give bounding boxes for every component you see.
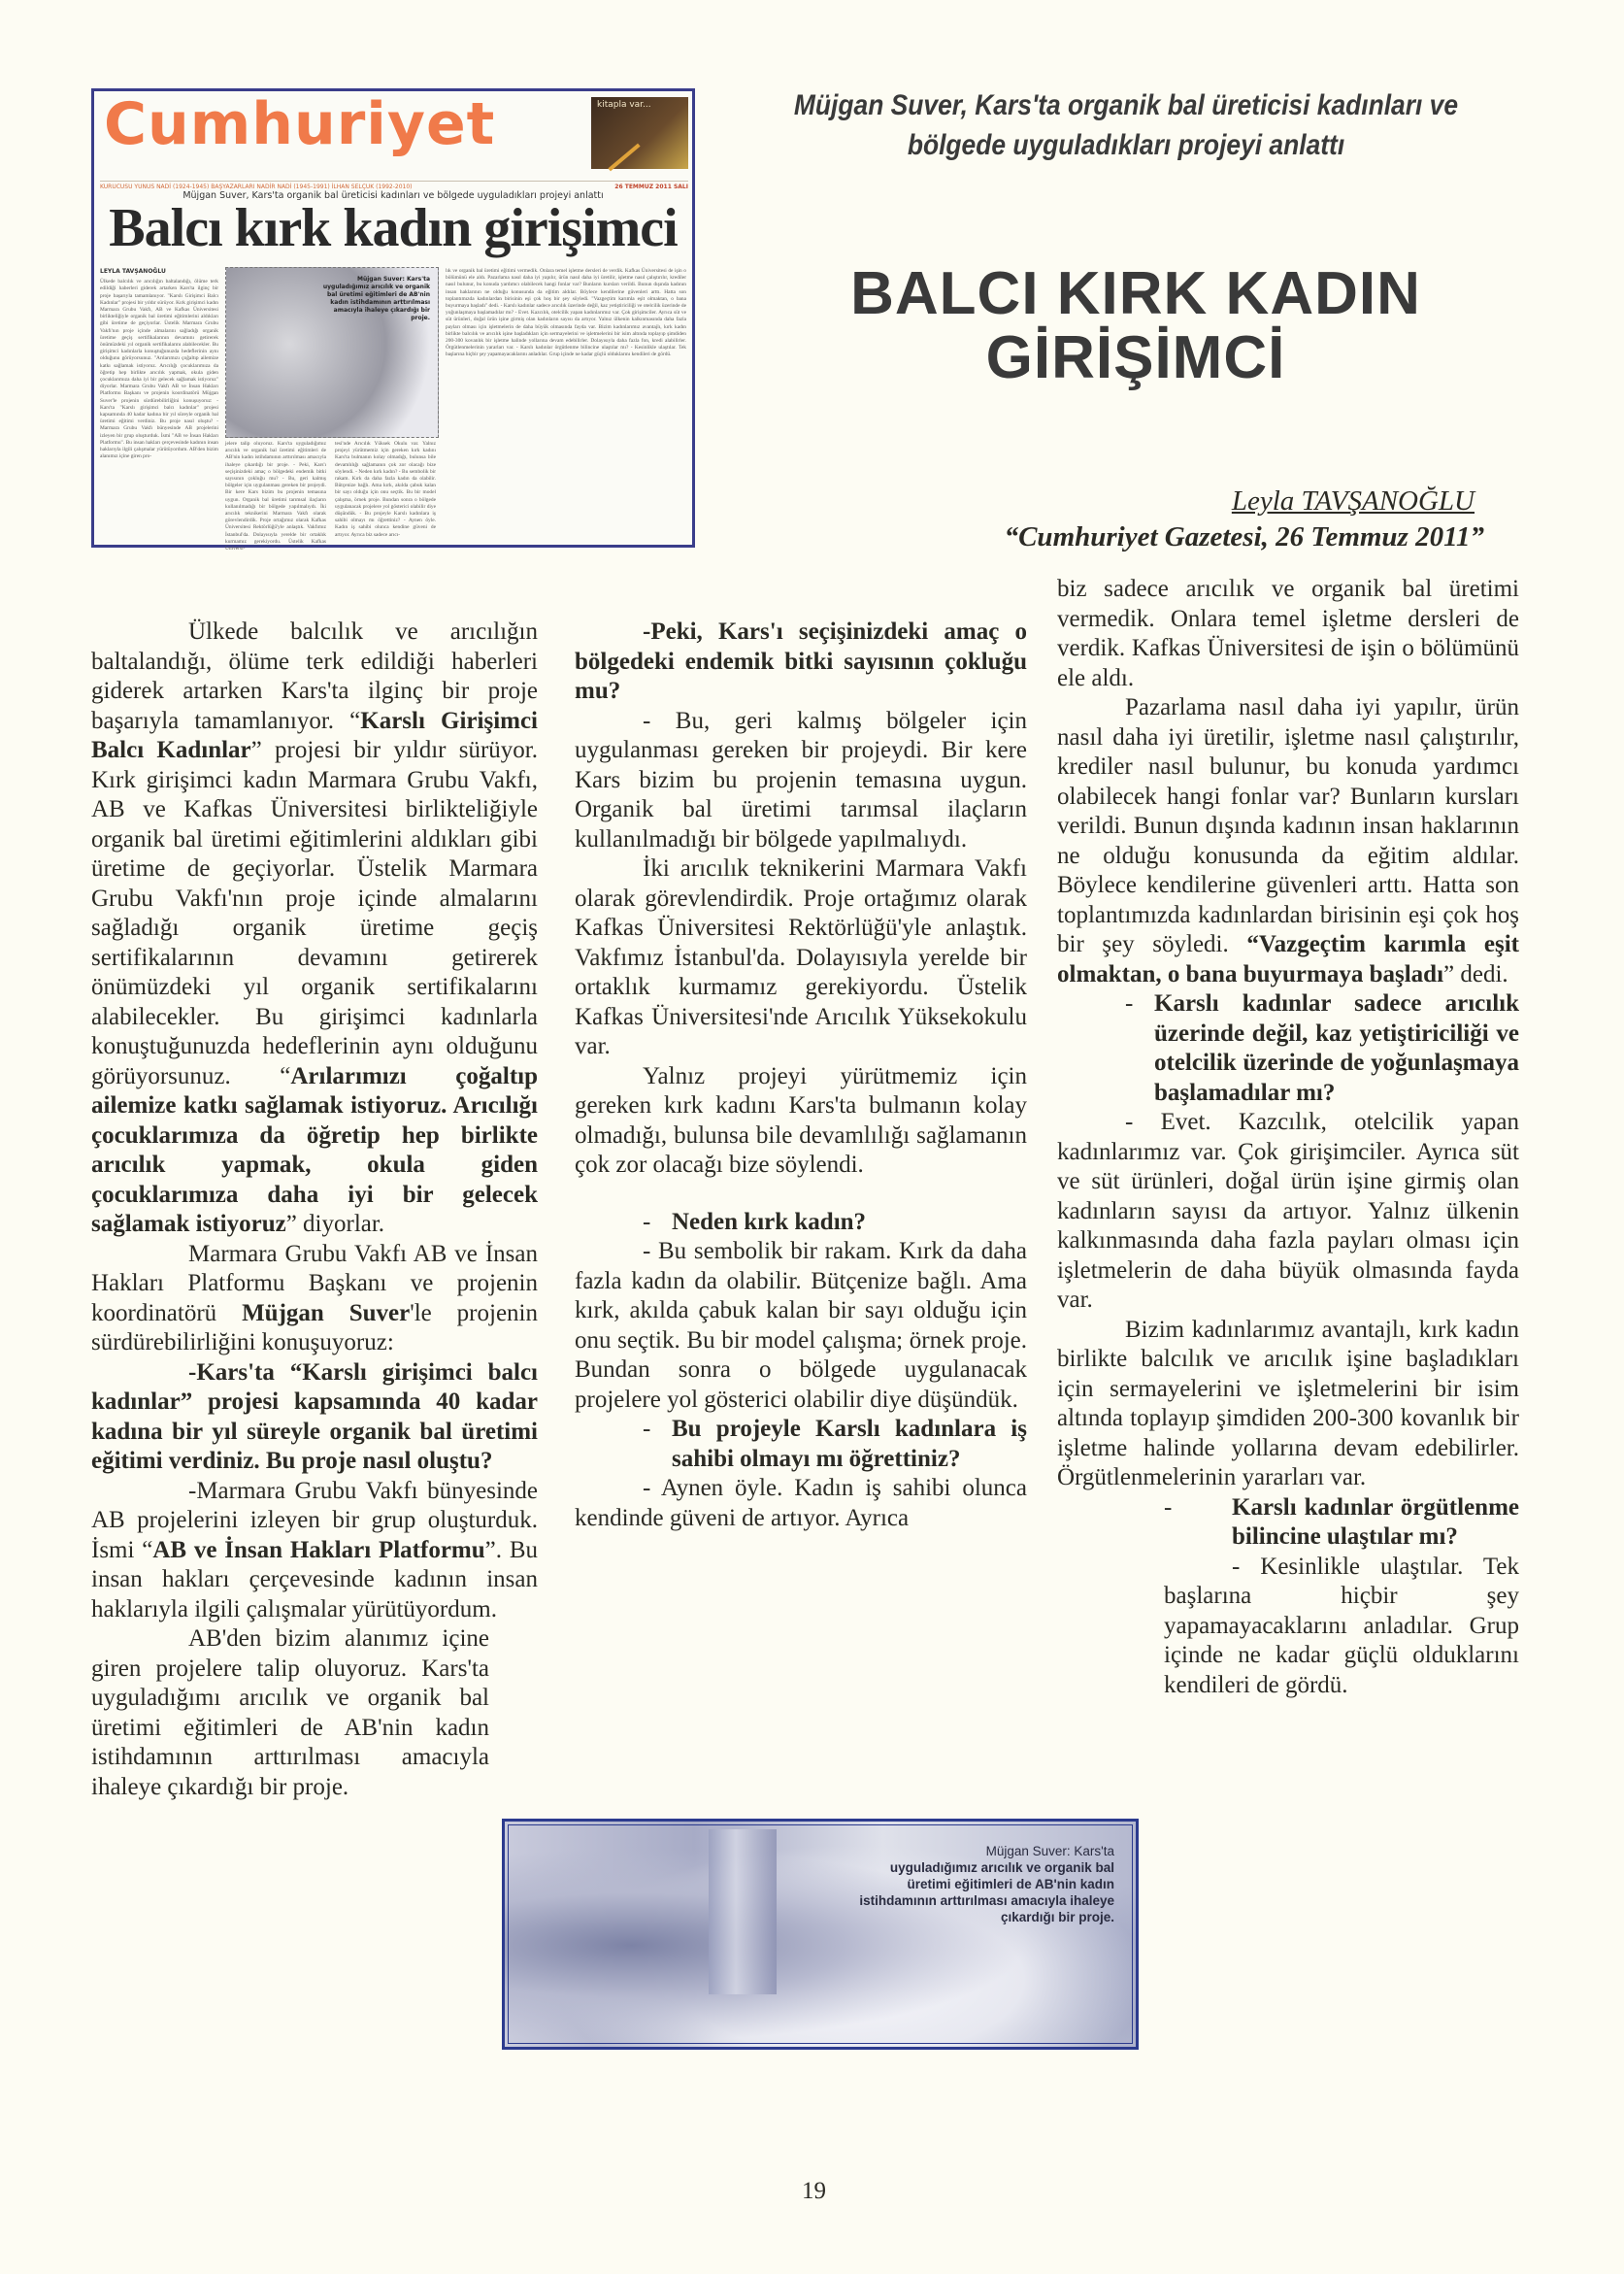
project-name: Karslı Girişimci Balcı Kadınlar: [91, 707, 539, 763]
dash-bullet: -: [643, 1208, 651, 1235]
clipping-column-3: [335, 441, 436, 542]
clipping-column-2: [225, 441, 326, 552]
question: [575, 1415, 1027, 1474]
title-line-1: BALCI KIRK KADIN: [850, 260, 1421, 327]
author-name: Leyla TAVŞANOĞLU: [1231, 485, 1475, 517]
answer-continued: biz sadece arıcılık ve organik bal üretimi vermedik. Onlara temel işletme dersleri de verdik. Kafkas Üniversitesi de işin o bölümünü ele aldı.: [1057, 576, 1519, 691]
caption-text: uyguladığımız arıcılık ve organik bal üretimi eğitimleri de AB'nin kadın istihdamının arttırılması amacıyla ihaleye çıkardığı bir proje.: [859, 1860, 1114, 1924]
bookshelf-image: [709, 1829, 777, 1994]
clipping-masthead: [100, 181, 688, 190]
answer: - Bu sembolik bir rakam. Kırk da daha fazla kadın da olabilir. Bütçenize bağlı. Ama kırk, akılda çabuk kalan bir sayı olduğu için onu seçtik. Bu bir model çalışma; örnek proje. Bundan sonra o bölgede uygulanacak projelere yol gösterici olabilir diye düşündük.: [575, 1238, 1027, 1413]
paragraph: [91, 1240, 538, 1358]
text-run: ” projesi bir yıldır sürüyor. Kırk girişimci kadın Marmara Grubu Vakfı, AB ve Kafkas Üniversitesi birlikteliğiyle organik bal üretimi eğitimlerini aldıkları gibi üretime de geçiyorlar. Üstelik Marmara Grubu Vakfı'nın proje içinde almalarını sağladığı organik üretime geçiş sertifikalarının devamını getirerek önümüzdeki yıl organik sertifikalarını alabilecekler. Bu girişimci kadınlarla konuştuğunuzda hedeflerinin aynı olduğunu görüyorsunuz. “: [91, 737, 539, 1089]
caption-name: Müjgan Suver: Kars'ta: [985, 1844, 1114, 1858]
page-number: 19: [802, 2178, 826, 2204]
clipping-photo-caption: Müjgan Suver: Kars'ta uyguladığımız arıcılık ve organik bal üretimi eğitimleri de AB'nin kadın istihdamının arttırılması amacıyla ihaleye çıkardığı bir proje.: [322, 276, 430, 321]
book-ad-image: [591, 97, 688, 169]
text-run: Marmara Grubu Vakfı AB ve İnsan Hakları Platformu Başkanı ve projenin koordinatörü: [91, 1240, 538, 1326]
paragraph: Bizim kadınlarımız avantajlı, kırk kadın birlikte balcılık ve arıcılık işine başladıkları için sermayelerini ve işletmelerini bir isim altında toplayıp şimdiden 200-300 kovanlık bir işletme halinde yollarına devam edebilirler. Örgütlenmelerinin yararları var.: [1057, 1316, 1519, 1490]
clipping-date: 26 TEMMUZ 2011 SALI: [614, 184, 688, 190]
clipping-col3-text: tesi'nde Arıcılık Yüksek Okulu var. Yalnız projeyi yürütmemiz için gereken kırk kadını Kars'ta bulmanın kolay olmadığı, bulunsa bile devamlılığı sağlamanın çok zor olacağı bize söylendi. - Neden kırk kadın? - Bu sembolik bir rakam. Kırk da daha fazla kadın da olabilir. Bütçenize bağlı. Ama kırk, akılda çabuk kalan bir sayı olduğu için onu seçtik. Bu bir model çalışma, örnek proje. Bundan sonra o bölgede uygulanacak projelere yol gösterici olabilir diye düşündük. - Bu projeyle Karslı kadınlara iş sahibi olmayı mı öğrettiniz? - Aynen öyle. Kadın iş sahibi olunca kendine güveni de artıyor. Ayrıca biz sadece arıcı-: [335, 441, 436, 538]
paragraph: İki arıcılık teknikerini Marmara Vakfı olarak görevlendirdik. Proje ortağımız olarak Kafkas Üniversitesi Rektörlüğü'yle anlaştık. Vakfımız İstanbul'da. Dolayısıyla yerelde bir ortaklık kurmamız gerekiyordu. Üstelik Kafkas Üniversitesi'nde Arıcılık Yüksekokulu var.: [575, 855, 1027, 1059]
clipping-col1-text: Ülkede balcılık ve arıcılığın baltalandığı, ölüme terk edildiği haberleri giderek artarken Kars'ta ilginç bir proje başarıyla tamamlanıyor. "Karslı Girişimci Balcı Kadınlar" projesi bir yıldır sürüyor. Kırk girişimci kadın Marmara Grubu Vakfı, AB ve Kafkas Üniversitesi birlikteliğiyle organik bal üretimi eğitimlerini aldıkları gibi üretime de geçiyorlar. Üstelik Marmara Grubu Vakfı'nın proje içinde almalarını sağladığı organik üretime geçiş sertifikalarının devamını getirerek önümüzdeki yıl organik sertifikalarını alabilecekler. Bu girişimci kadınlarla konuştuğunuzda hedeflerinin aynı olduğunu görüyorsunuz. "Arılarımızı çoğaltıp ailemize katkı sağlamak istiyoruz. Arıcılığı çocuklarımıza da öğretip hep birlikte arıcılık yapmak, okula giden çocuklarımıza daha iyi bir gelecek sağlamak istiyoruz" diyorlar. Marmara Grubu Vakfı AB ve İnsan Hakları Platformu Başkanı ve projenin koordinatörü Müjgan Suver'le projenin sürdürebilirliğini konuşuyoruz: - Kars'ta "Karslı girişimci balcı kadınlar" projesi kapsamında 40 kadar kadına bir yıl süreyle organik bal üretimi eğitimi verdiniz. Bu proje nasıl oluştu? - Marmara Grubu Vakfı bünyesinde AB projelerini izleyen bir grup oluşturduk. İsmi "AB ve İnsan Hakları Platformu". Bu insan hakları çerçevesinde kadının insan haklarıyla ilgili çalışmalar yürütüyordum. AB'den bizim alanımız içine giren pro-: [100, 279, 218, 460]
pencil-icon: [608, 144, 640, 172]
clipping-col2-text: jelere talip oluyoruz. Kars'ta uyguladığımız arıcılık ve organik bal üretimi eğitimleri de AB'nin kadın istihdamının arttırılması amacıyla ihaleye çıkardığı bir proje. - Peki, Kars'ı seçişinizdeki amaç o bölgedeki endemik bitki sayısının çokluğu mu? - Bu, geri kalmış bölgeler için uygulanması gereken bir projeydi. Bir kere Kars bizim bu projenin temasına uygun. Organik bal üretimi tarımsal ilaçların kullanılmadığı bir bölgede yapılmalıydı. İki arıcılık teknikerini Marmara Vakfı olarak görevlendirdik. Proje ortağımız olarak Kafkas Üniversitesi Rektörlüğü'yle anlaştık. Vakfımız İstanbul'da. Dolayısıyla yerelde bir ortaklık kurmamız gerekiyordu. Üstelik Kafkas Üniversi-: [225, 441, 326, 552]
question: [575, 1208, 1027, 1238]
title-line-2: GİRİŞİMCİ: [985, 324, 1286, 391]
text-run: ” dedi.: [1443, 960, 1508, 987]
paragraph: Yalnız projeyi yürütmemiz için gereken kırk kadını Kars'ta bulmanın kolay olmadığı, bulunsa bile devamlılığı sağlamanın çok zor olacağı bize söylendi.: [575, 1062, 1027, 1178]
question-text: Karslı kadınlar örgütlenme bilincine ulaştılar mı?: [1232, 1493, 1519, 1550]
text-run: ” diyorlar.: [285, 1211, 385, 1237]
clipping-column-4: [446, 268, 686, 542]
question-text: Karslı kadınlar sadece arıcılık üzerinde değil, kaz yetiştiriciliği ve otelcilik üzerinde de yoğunlaşmaya başlamadılar mı?: [1154, 990, 1519, 1106]
subtitle-line-2: bölgede uyguladıkları projeyi anlattı: [907, 129, 1345, 161]
masthead-founders: KURUCUSU YUNUS NADİ (1924-1945) BAŞYAZARLARI NADİR NADİ (1945-1991) İLHAN SELÇUK (1992-2010): [100, 184, 413, 190]
question-text: Bu projeyle Karslı kadınlara iş sahibi olmayı mı öğrettiniz?: [672, 1416, 1027, 1472]
newspaper-clipping: [91, 88, 695, 552]
text-run: Pazarlama nasıl daha iyi yapılır, ürün nasıl daha iyi üretilir, işletme nasıl çalıştırılır, krediler nasıl bulunur, bu konuda yardımcı olabilecek hangi fonlar var? Bunların kursları verildi. Bunun dışında kadının insan haklarının ne olduğu konusunda da eğitim aldılar. Böylece kendilerine güvenleri arttı. Hatta son toplantımızda kadınlardan birisinin eşi çok hoş bir şey söyledi.: [1057, 694, 1519, 957]
portrait-photo: [502, 1819, 1139, 2050]
question: -Kars'ta “Karslı girişimci balcı kadınlar” projesi kapsamında 40 kadar kadına bir yıl süreyle organik bal üretimi eğitimi verdiniz. Bu proje nasıl oluştu?: [91, 1358, 538, 1474]
clipping-column-1: [100, 268, 218, 540]
interviewee-name: Müjgan Suver: [242, 1299, 411, 1326]
answer: - Aynen öyle. Kadın iş sahibi olunca kendinde güveni de artıyor. Ayrıca: [575, 1475, 1027, 1531]
subtitle-line-1: Müjgan Suver, Kars'ta organik bal üreticisi kadınları ve: [793, 89, 1459, 121]
book-ad-text: kitapla var...: [597, 100, 651, 110]
clipping-photo: [225, 267, 439, 438]
spacer: [575, 1181, 1027, 1208]
text-run: ”. Bu insan hakları çerçevesinde kadının insan haklarıyla ilgili çalışmalar yürütüyordum.: [91, 1536, 538, 1622]
question: -Peki, Kars'ı seçişinizdeki amaç o bölgedeki endemik bitki sayısının çokluğu mu?: [575, 619, 1027, 704]
article-column-1: [91, 618, 538, 1802]
clipping-col4-text: lık ve organik bal üretimi eğitimi vermedik. Onlara temel işletme dersleri de verdik. Kafkas Üniversitesi de işin o bölümünü ele aldı. Pazarlama nasıl daha iyi yapılır, ürün nasıl daha iyi üretilir, işletme nasıl çalıştırılır, krediler nasıl bulunur, bu konuda yardımcı olabilecek hangi fonlar var? Bunların kursları verildi. Bunun dışında kadının insan haklarının ne olduğu konusunda da eğitim aldılar. Böylece kendilerine güvenleri arttı. Hatta son toplantımızda kadınlardan birisinin eşi çok hoş bir şey söyledi. "Vazgeçtim karımla eşit olmaktan, o bana buyurmaya başladı" dedi. - Karslı kadınlar sadece arıcılık üzerinde değil, kaz yetiştiriciliği ve otelcilik üzerinde de yoğunlaşmaya başlamadılar mı? - Evet. Kazcılık, otelcilik yapan kadınlarımız var. Çok girişimciler. Ayrıca süt ve süt ürünleri, doğal ürün işine girmiş olan kadınların sayısı da artıyor. Yalnız ülkenin kalkınmasında daha fazla payları olması için işletmelerin de daha büyük olmasında fayda var. Bizim kadınlarımız avantajlı, kırk kadın birlikte balcılık ve arıcılık işine başladıkları için sermayelerini ve işletmelerini bir isim altında toplayıp şimdiden 200-300 kovanlık bir işletme halinde yollarına devam edebilirler. Dolayısıyla daha fazla fon, kredi alabilirler. Örgütlenmelerinin yararları var. - Karslı kadınlar örgütlenme bilincine ulaştılar mı? - Kesinlikle ulaştılar. Tek başlarına hiçbir şey yapamayacaklarını anladılar. Grup içinde ne kadar güçlü olduklarını kendileri de gördü.: [446, 268, 686, 358]
article-column-3: [1057, 575, 1519, 1700]
answer: - Kesinlikle ulaştılar. Tek başlarına hiçbir şey yapamayacaklarını anladılar. Grup içinde ne kadar güçlü olduklarını kendileri de gördü.: [1164, 1553, 1519, 1698]
platform-name: AB ve İnsan Hakları Platformu: [152, 1536, 485, 1563]
photo-caption: [852, 1843, 1114, 1925]
answer: - Evet. Kazcılık, otelcilik yapan kadınlarımız var. Çok girişimciler. Ayrıca süt ve süt ürünleri, doğal ürün işine girmiş olan kadınların sayısı da artıyor. Yalnız ülkenin kalkınmasında daha fazla payları olması için işletmelerin de daha büyük olmasında fayda var.: [1057, 1109, 1519, 1313]
answer: - Bu, geri kalmış bölgeler için uygulanması gereken bir projeydi. Bir kere Kars bizim bu projenin temasına uygun. Organik bal üretimi tarımsal ilaçların kullanılmadığı bir bölgede yapılmalıydı.: [575, 707, 1027, 853]
article-title: [767, 262, 1505, 390]
source-citation: “Cumhuriyet Gazetesi, 26 Temmuz 2011”: [1004, 521, 1484, 552]
question-text: Neden kırk kadın?: [672, 1208, 867, 1235]
clipping-subheadline: Müjgan Suver, Kars'ta organik bal üreticisi kadınları ve bölgede uyguladıkları projeyi anlattı: [182, 190, 604, 201]
cumhuriyet-logo: Cumhuriyet: [104, 90, 496, 158]
article-column-2: [575, 618, 1027, 1533]
dash-bullet: -: [643, 1416, 651, 1442]
clipping-byline: LEYLA TAVŞANOĞLU: [100, 268, 166, 275]
dash-bullet: -: [1125, 990, 1134, 1017]
paragraph: [1057, 693, 1519, 989]
women-quote: Arılarımızı çoğaltıp ailemize katkı sağlamak istiyoruz. Arıcılığı çocuklarımıza da öğretip hep birlikte arıcılık yapmak, okula giden çocuklarımıza daha iyi bir gelecek sağlamak istiyoruz: [91, 1062, 538, 1237]
intro-paragraph: [91, 618, 538, 1240]
text-run: 'le projenin sürdürebilirliğini konuşuyoruz:: [91, 1299, 538, 1355]
clipping-headline: Balcı kırk kadın girişimci: [109, 198, 678, 258]
dash-bullet: -: [1164, 1493, 1173, 1521]
husband-quote: “Vazgeçtim karımla eşit olmaktan, o bana buyurmaya başladı: [1057, 931, 1519, 987]
answer: [91, 1477, 538, 1625]
question: [1057, 989, 1519, 1108]
article-subtitle: [759, 85, 1494, 165]
question: [1057, 1493, 1519, 1553]
text-run: Ülkede balcılık ve arıcılığın baltalandığı, ölüme terk edildiği haberleri giderek artarken Kars'ta ilginç bir proje başarıyla tamamlanıyor. “: [91, 619, 538, 734]
paragraph: AB'den bizim alanımız içine giren projelere talip oluyoruz. Kars'ta uyguladığımı arıcılık ve organik bal üretimi eğitimleri de AB'nin kadın istihdamının arttırılması amacıyla ihaleye çıkardığı bir proje.: [91, 1625, 489, 1800]
text-run: -Marmara Grubu Vakfı bünyesinde AB projelerini izleyen bir grup oluşturduk. İsmi “: [91, 1477, 538, 1563]
